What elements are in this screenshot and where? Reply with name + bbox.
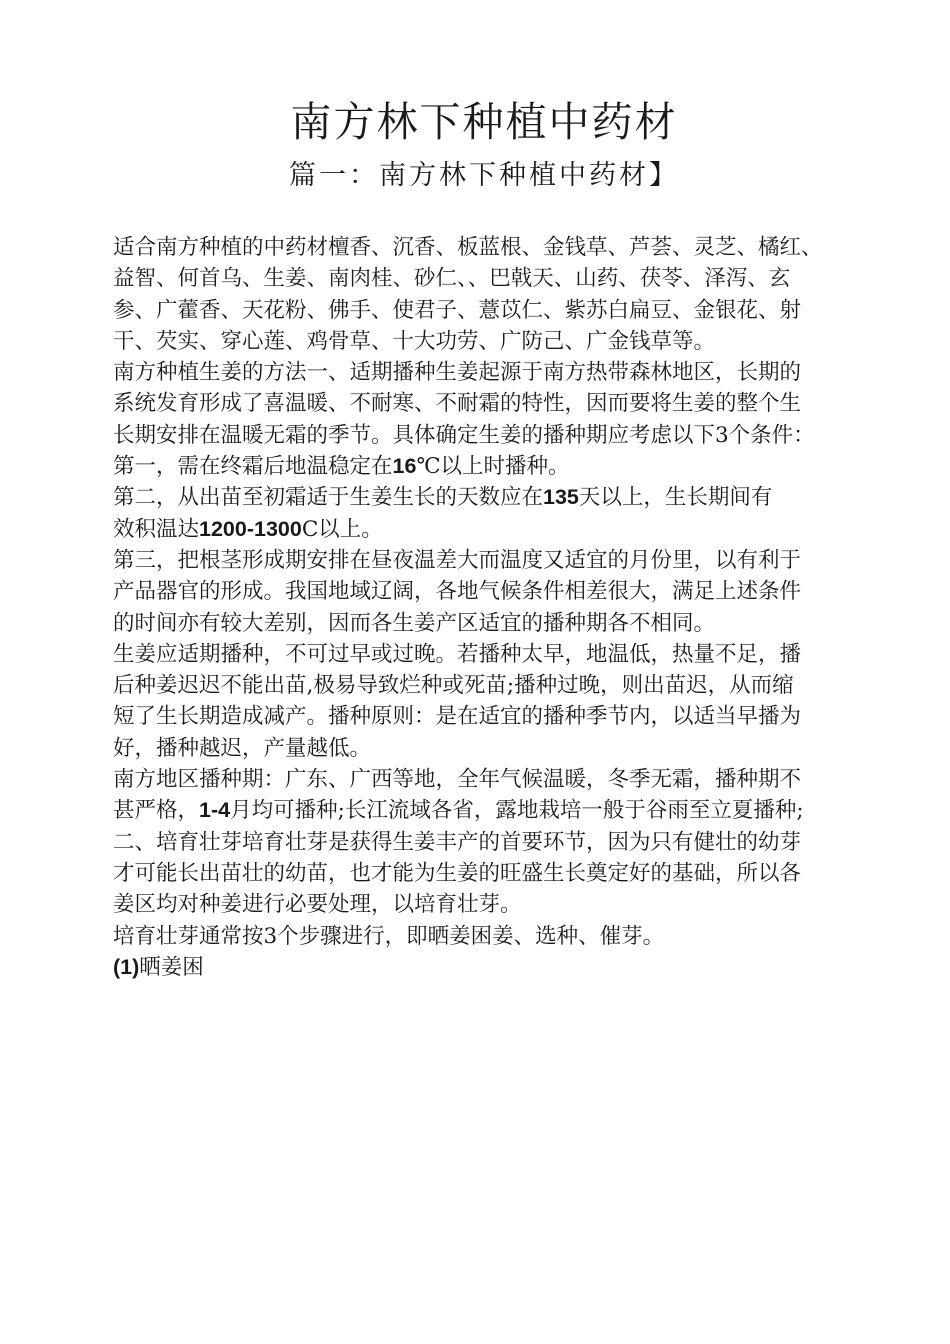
document-title: 南方林下种植中药材 bbox=[290, 98, 678, 146]
document-body bbox=[113, 232, 883, 983]
body-line: 培育壮芽通常按3个步骤进行，即晒姜困姜、选种、催芽。 bbox=[113, 923, 665, 949]
body-line: 效积温达1200-1300C以上。 bbox=[113, 516, 383, 542]
numeric-text: 1-4 bbox=[199, 798, 231, 823]
body-line: 长期安排在温暖无霜的季节。具体确定生姜的播种期应考虑以下3个条件： bbox=[113, 422, 815, 448]
numeric-text: 1200-1300 bbox=[199, 516, 302, 541]
body-line: 干、芡实、穿心莲、鸡骨草、十大功劳、广防己、广金钱草等。 bbox=[113, 328, 716, 354]
numeric-text: 135 bbox=[543, 485, 579, 510]
body-line: 南方地区播种期：广东、广西等地，全年气候温暖，冬季无霜，播种期不 bbox=[113, 767, 802, 793]
body-line: 系统发育形成了喜温暖、不耐寒、不耐霜的特性，因而要将生姜的整个生 bbox=[113, 391, 802, 417]
body-line: (1)晒姜困 bbox=[113, 954, 204, 980]
body-line: 第二，从出苗至初霜适于生姜生长的天数应在135天以上，生长期间有 bbox=[113, 485, 773, 511]
body-line: 第三，把根茎形成期安排在昼夜温差大而温度又适宜的月份里，以有利于 bbox=[113, 547, 802, 573]
body-line: 南方种植生姜的方法一、适期播种生姜起源于南方热带森林地区，长期的 bbox=[113, 360, 802, 386]
body-line: 产品器官的形成。我国地域辽阔，各地气候条件相差很大，满足上述条件 bbox=[113, 579, 802, 605]
body-line: 才可能长出苗壮的幼苗，也才能为生姜的旺盛生长奠定好的基础，所以各 bbox=[113, 860, 802, 886]
body-line: 甚严格，1-4月均可播种;长江流域各省，露地栽培一般于谷雨至立夏播种; bbox=[113, 798, 804, 824]
document-subtitle: 篇一：南方林下种植中药材】 bbox=[289, 160, 679, 191]
body-line: 好，播种越迟，产量越低。 bbox=[113, 735, 372, 761]
body-line: 二、培育壮芽培育壮芽是获得生姜丰产的首要环节，因为只有健壮的幼芽 bbox=[113, 829, 802, 855]
body-line: 的时间亦有较大差别，因而各生姜产区适宜的播种期各不相同。 bbox=[113, 610, 716, 636]
body-line: 生姜应适期播种，不可过早或过晚。若播种太早，地温低，热量不足，播 bbox=[113, 641, 802, 667]
body-line: 益智、何首乌、生姜、南肉桂、砂仁、、巴戟天、山药、茯苓、泽泻、玄 bbox=[113, 266, 791, 292]
body-line: 后种姜迟迟不能出苗,极易导致烂种或死苗;播种过晚，则出苗迟，从而缩 bbox=[113, 673, 794, 699]
body-line: 适合南方种植的中药材檀香、沉香、板蓝根、金钱草、芦荟、灵芝、橘红、 bbox=[113, 235, 823, 260]
numeric-text: 16 bbox=[392, 454, 417, 479]
body-line: 参、广藿香、天花粉、佛手、使君子、薏苡仁、紫苏白扁豆、金银花、射 bbox=[113, 297, 802, 323]
body-line: 第一，需在终霜后地温稳定在16℃以上时播种。 bbox=[113, 454, 570, 480]
body-line: 短了生长期造成减产。播种原则：是在适宜的播种季节内，以适当早播为 bbox=[113, 704, 802, 730]
numeric-text: (1) bbox=[113, 954, 140, 979]
body-line: 姜区均对种姜进行必要处理，以培育壮芽。 bbox=[113, 892, 522, 918]
